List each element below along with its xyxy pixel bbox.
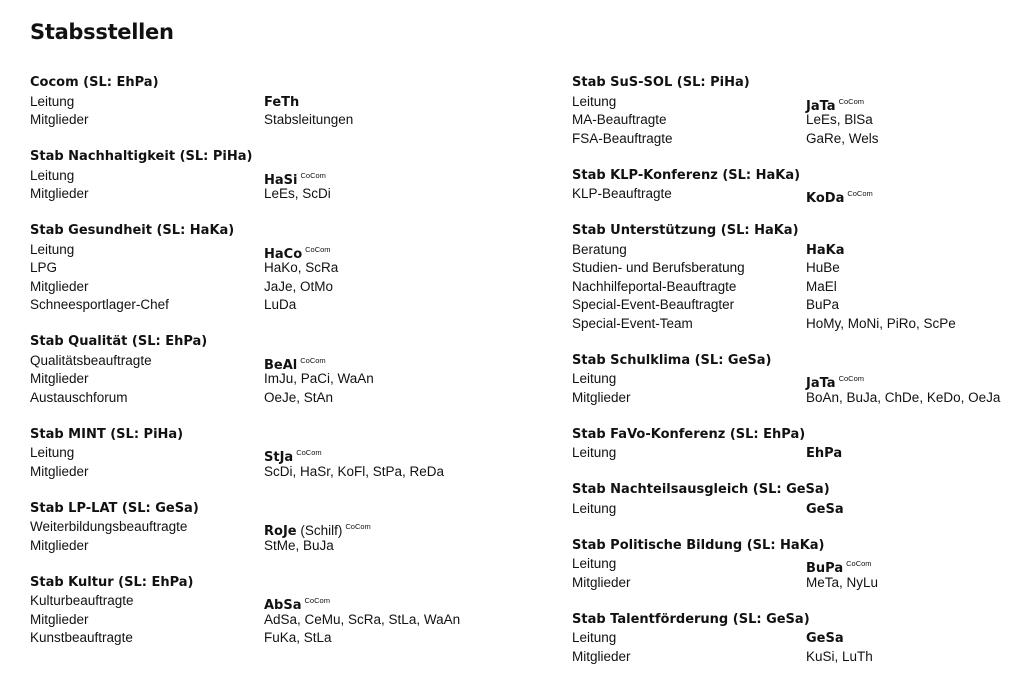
cocom-marker: CoCom [838, 374, 865, 383]
role-row [30, 241, 500, 260]
role-value [806, 315, 1012, 334]
role-label: Beratung [572, 241, 627, 257]
assignee-list: ImJu, PaCi, WaAn [264, 371, 374, 386]
role-label: Austauschforum [30, 389, 128, 405]
section [572, 222, 1012, 333]
role-value [264, 296, 500, 315]
role-value [264, 518, 500, 537]
role-value [264, 93, 500, 112]
role-row [30, 592, 500, 611]
section-title: Stab Schulklima (SL: GeSa) [572, 352, 772, 368]
section [572, 352, 1012, 408]
role-value [264, 111, 500, 130]
role-label: Leitung [572, 371, 617, 386]
section [30, 500, 500, 556]
section [572, 74, 1012, 148]
role-label: Kunstbeauftragte [30, 630, 133, 645]
role-row [30, 370, 500, 389]
role-row [30, 93, 500, 112]
section-title: Stab Talentförderung (SL: GeSa) [572, 611, 810, 627]
assignee-name: AbSa [264, 598, 302, 613]
role-value [806, 444, 1012, 463]
assignee-list: GaRe, Wels [806, 130, 879, 146]
role-row [30, 444, 500, 463]
assignee-name: GeSa [806, 501, 844, 517]
role-row [572, 185, 1012, 204]
section [30, 426, 500, 482]
section-title: Stab Politische Bildung (SL: HaKa) [572, 537, 825, 553]
role-label: Mitglieder [30, 186, 89, 201]
assignee-list: FuKa, StLa [264, 630, 332, 645]
role-label: MA-Beauftragte [572, 112, 667, 127]
role-row [30, 463, 500, 482]
assignee-name: FeTh [264, 94, 300, 110]
section-title: Stab Nachhaltigkeit (SL: PiHa) [30, 149, 253, 164]
role-label: Qualitätsbeauftragte [30, 352, 152, 368]
cocom-marker: CoCom [846, 559, 872, 568]
assignee-list: MeTa, NyLu [806, 574, 879, 590]
role-label: FSA-Beauftragte [572, 130, 673, 146]
role-value [264, 537, 500, 556]
assignee-list: HaKo, ScRa [264, 260, 339, 275]
section-title: Stab Nachteilsausgleich (SL: GeSa) [572, 482, 830, 497]
role-row [572, 500, 1012, 519]
section [572, 611, 1012, 667]
assignee-list: OeJe, StAn [264, 389, 334, 405]
section [572, 537, 1012, 593]
role-label: Leitung [30, 445, 75, 460]
role-value [264, 352, 500, 371]
role-row [572, 259, 1012, 278]
role-label: Leitung [30, 93, 75, 109]
role-row [30, 167, 500, 186]
role-row [572, 111, 1012, 130]
role-label: Leitung [30, 167, 75, 183]
section-title: Stab Gesundheit (SL: HaKa) [30, 223, 235, 238]
assignee-list: KuSi, LuTh [806, 648, 873, 664]
cocom-marker: CoCom [304, 596, 330, 605]
assignee-list: AdSa, CeMu, ScRa, StLa, WaAn [264, 611, 461, 627]
role-value [806, 111, 1012, 130]
role-row [572, 370, 1012, 389]
role-row [30, 389, 500, 408]
cocom-marker: CoCom [296, 448, 322, 457]
role-value [806, 259, 1012, 278]
assignee-name: EhPa [806, 446, 843, 461]
role-label: Mitglieder [30, 463, 89, 479]
role-row [30, 352, 500, 371]
role-label: Kulturbeauftragte [30, 593, 134, 608]
role-value [264, 185, 500, 204]
role-value [264, 463, 500, 482]
role-row [572, 241, 1012, 260]
role-row [572, 648, 1012, 667]
role-row [572, 389, 1012, 408]
role-value [264, 389, 500, 408]
section-title: Stab Unterstützung (SL: HaKa) [572, 223, 799, 238]
role-value [806, 296, 1012, 315]
role-value [806, 629, 1012, 648]
role-row [572, 130, 1012, 149]
role-value [806, 278, 1012, 297]
assignee-list: LeEs, ScDi [264, 186, 331, 201]
assignee-list: JaJe, OtMo [264, 278, 334, 294]
role-row [30, 259, 500, 278]
role-value [806, 648, 1012, 667]
section [30, 222, 500, 315]
role-label: Mitglieder [30, 278, 89, 294]
role-row [30, 185, 500, 204]
section-title: Stab LP-LAT (SL: GeSa) [30, 500, 199, 516]
assignee-list: (Schilf) [296, 523, 343, 538]
assignee-list: BoAn, BuJa, ChDe, KeDo, OeJa [806, 389, 1001, 405]
role-row [572, 315, 1012, 334]
role-value [264, 167, 500, 186]
assignee-name: JaTa [806, 376, 836, 391]
role-value [806, 130, 1012, 149]
role-value [806, 500, 1012, 519]
assignee-name: HaKa [806, 242, 845, 258]
role-row [30, 611, 500, 630]
assignee-list: BuPa [806, 297, 840, 312]
role-label: Mitglieder [30, 112, 89, 127]
page-title: Stabsstellen [30, 20, 174, 44]
role-label: Schneesportlager-Chef [30, 297, 169, 312]
role-value [264, 259, 500, 278]
role-value [806, 574, 1012, 593]
role-row [30, 296, 500, 315]
section [30, 333, 500, 407]
assignee-name: KoDa [806, 191, 845, 206]
role-value [264, 592, 500, 611]
role-label: Weiterbildungsbeauftragte [30, 519, 188, 534]
role-value [806, 370, 1012, 389]
role-label: LPG [30, 260, 58, 275]
cocom-marker: CoCom [838, 96, 865, 106]
role-label: Mitglieder [30, 611, 89, 627]
assignee-list: HuBe [806, 260, 840, 275]
assignee-name: BeAl [264, 357, 298, 373]
role-row [572, 444, 1012, 463]
section-title: Stab Qualität (SL: EhPa) [30, 334, 208, 349]
role-row [30, 537, 500, 556]
role-label: Special-Event-Team [572, 315, 693, 331]
role-row [572, 296, 1012, 315]
role-value [264, 611, 500, 630]
assignee-name: HaCo [264, 246, 303, 262]
role-label: Mitglieder [572, 574, 631, 590]
role-row [30, 629, 500, 648]
role-label: Mitglieder [572, 648, 631, 664]
role-label: Leitung [572, 556, 617, 571]
role-value [806, 389, 1012, 408]
role-label: Leitung [572, 630, 617, 645]
cocom-marker: CoCom [300, 355, 326, 365]
section-title: Stab KLP-Konferenz (SL: HaKa) [572, 167, 801, 183]
assignee-list: StMe, BuJa [264, 537, 334, 553]
section [572, 167, 1012, 204]
role-label: Studien- und Berufsberatung [572, 260, 745, 275]
role-label: Mitglieder [572, 389, 631, 405]
cocom-marker: CoCom [305, 244, 331, 254]
assignee-list: LeEs, BlSa [806, 112, 873, 127]
role-label: Mitglieder [30, 537, 89, 553]
section [572, 481, 1012, 518]
assignee-name: RoJe [264, 524, 297, 539]
role-value [806, 93, 1012, 112]
section-title: Stab MINT (SL: PiHa) [30, 426, 184, 442]
role-row [30, 111, 500, 130]
role-label: Mitglieder [30, 371, 89, 386]
assignee-name: JaTa [806, 98, 836, 114]
role-label: Leitung [572, 500, 617, 516]
section-title: Stab FaVo-Konferenz (SL: EhPa) [572, 426, 806, 442]
cocom-marker: CoCom [847, 189, 873, 198]
role-row [572, 278, 1012, 297]
role-label: Leitung [572, 445, 617, 460]
assignee-list: MaEl [806, 278, 837, 294]
role-row [572, 574, 1012, 593]
role-value [264, 278, 500, 297]
role-label: Leitung [572, 93, 617, 109]
section-title: Stab Kultur (SL: EhPa) [30, 574, 194, 590]
role-value [806, 241, 1012, 260]
role-row [572, 555, 1012, 574]
role-row [30, 518, 500, 537]
role-value [264, 241, 500, 260]
assignee-list: Stabsleitungen [264, 112, 354, 127]
role-label: Special-Event-Beauftragter [572, 297, 735, 312]
role-label: Leitung [30, 241, 75, 257]
assignee-list: LuDa [264, 297, 297, 312]
role-value [806, 185, 1012, 204]
section-title: Cocom (SL: EhPa) [30, 75, 159, 90]
assignee-list: ScDi, HaSr, KoFl, StPa, ReDa [264, 463, 445, 479]
role-label: KLP-Beauftragte [572, 186, 672, 201]
assignee-name: HaSi [264, 172, 298, 188]
cocom-marker: CoCom [345, 522, 371, 531]
assignee-name: GeSa [806, 631, 844, 646]
role-value [264, 629, 500, 648]
assignee-name: BuPa [806, 561, 844, 576]
section [572, 426, 1012, 463]
section-title: Stab SuS-SOL (SL: PiHa) [572, 75, 750, 90]
role-value [264, 370, 500, 389]
role-value [806, 555, 1012, 574]
role-row [572, 93, 1012, 112]
role-label: Nachhilfeportal-Beauftragte [572, 278, 737, 294]
cocom-marker: CoCom [300, 170, 326, 180]
section [30, 74, 500, 130]
right-column [572, 74, 1012, 685]
section [30, 574, 500, 648]
assignee-list: HoMy, MoNi, PiRo, ScPe [806, 315, 956, 331]
role-row [30, 278, 500, 297]
section [30, 148, 500, 204]
role-value [264, 444, 500, 463]
role-row [572, 629, 1012, 648]
left-column [30, 74, 500, 666]
assignee-name: StJa [264, 450, 294, 465]
